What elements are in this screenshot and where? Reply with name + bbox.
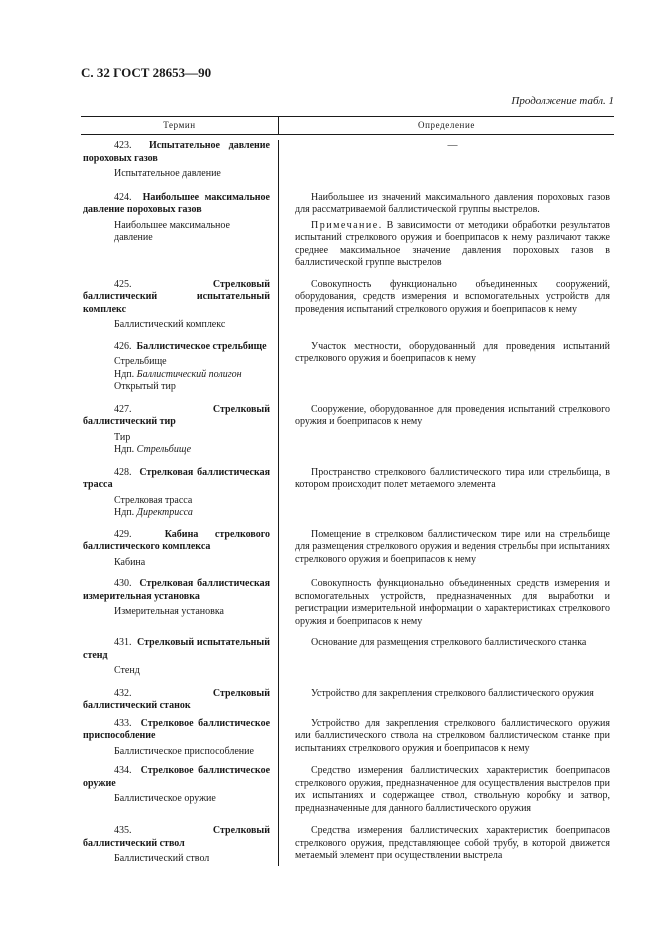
definition-text: Средства измерения баллистических характеристик боеприпасов стрелкового оружия, представляющее собой трубу, в которой движется метаемый элемент при осуществлении выстрела [295, 825, 610, 861]
term-cell [81, 279, 278, 332]
term-entry [83, 825, 270, 850]
ndp-prefix: Ндп. [114, 368, 135, 380]
definition-text: Устройство для закрепления стрелкового баллистического оружия или баллистического ствола на стрелковом баллистическом станке при испытаниях стрелкового оружия и боеприпасов к нему [295, 717, 610, 754]
definition-text: Пространство стрелкового баллистического тира или стрельбища, в котором происходит полет метаемого элемента [295, 466, 610, 490]
term-entry [83, 467, 270, 492]
term-synonym: Кабина [114, 556, 146, 568]
table-row [81, 404, 614, 457]
term-number: 426. [114, 340, 132, 352]
definition-cell [278, 688, 614, 713]
term-deprecated [83, 369, 270, 382]
term-cell [81, 467, 278, 520]
term-name: Наибольшее максимальное давление пороховых газов [83, 191, 270, 215]
definition-cell [278, 192, 614, 270]
definition-text: Совокупность функционально объединенных сооружений, оборудования, средств измерения и вспомогательных устройств для проведения испытаний стрелкового оружия и боеприпасов к нему [295, 278, 610, 315]
term-entry [83, 279, 270, 317]
term-synonym: Баллистический комплекс [114, 319, 226, 330]
term-number: 431. [114, 637, 132, 648]
term-number: 427. [114, 403, 132, 415]
term-synonym: Баллистическое оружие [114, 793, 216, 804]
term-synonym: Наибольшее максимальное давление [114, 219, 230, 243]
term-number: 428. [114, 466, 132, 478]
term-cell [81, 718, 278, 759]
term-synonym: Стенд [114, 665, 140, 676]
terms-table [81, 116, 614, 866]
term-synonym: Стрельбище [114, 356, 167, 367]
definition-text: Устройство для закрепления стрелкового баллистического оружия [311, 687, 594, 699]
term-name: Испытательное давление пороховых газов [83, 140, 270, 164]
deprecated-term: Стрельбище [136, 444, 192, 455]
table-row [81, 578, 614, 628]
table-row [81, 529, 614, 570]
table-row [81, 467, 614, 520]
term-name: Стрелковое баллистическое оружие [83, 765, 271, 789]
definition-text: Помещение в стрелковом баллистическом тире или на стрельбище для размещения стрелкового оружия и ведения стрельбы при испытаниях стрелкового оружия и боеприпасов к нему [295, 528, 610, 565]
table-continuation-label: Продолжение табл. 1 [511, 95, 614, 107]
ndp-prefix: Ндп. [114, 507, 135, 518]
deprecated-term: Баллистический полигон [136, 368, 242, 380]
definition-note [295, 220, 610, 270]
term-number: 423. [114, 140, 132, 151]
definition-text: Основание для размещения стрелкового баллистического станка [311, 637, 587, 648]
term-entry [83, 578, 270, 603]
term-cell [81, 140, 278, 181]
definition-cell [278, 578, 614, 628]
term-deprecated [83, 444, 270, 457]
definition-cell [278, 467, 614, 520]
term-deprecated [83, 507, 270, 520]
term-entry [83, 637, 270, 662]
ndp-prefix: Ндп. [114, 444, 135, 455]
table-row [81, 825, 614, 866]
term-name: Стрелковый баллистический станок [83, 687, 270, 711]
definition-cell [278, 140, 614, 181]
definition-text: Средство измерения баллистических характеристик боеприпасов стрелкового оружия, предназначенное для осуществления выстрелов при их испытаниях и содержащее ствол, ствольную коробку и затвор, предназначенные для данного баллистического оружия [295, 765, 610, 814]
term-number: 429. [114, 528, 132, 540]
term-number: 433. [114, 717, 132, 729]
term-number: 424. [114, 191, 132, 203]
term-synonym: Тир [114, 431, 131, 443]
table-header [81, 116, 614, 135]
term-entry [83, 529, 270, 554]
term-number: 435. [114, 825, 132, 836]
deprecated-term: Директрисса [136, 507, 193, 518]
term-synonym: Испытательное давление [114, 168, 221, 179]
definition-cell [278, 825, 614, 866]
table-row [81, 279, 614, 332]
term-number: 434. [114, 765, 132, 776]
definition-text: — [447, 140, 458, 151]
term-entry [83, 718, 270, 743]
term-number: 425. [114, 278, 132, 290]
table-row [81, 688, 614, 713]
term-cell [81, 529, 278, 570]
term-cell [81, 578, 278, 628]
definition-text: Совокупность функционально объединенных средств измерения и вспомогательных устройств, предназначенных для выработки и регистрации измерительной информации о характеристиках стрелкового оружия и боеприпасов к нему [295, 578, 610, 627]
term-cell [81, 341, 278, 394]
term-entry [83, 341, 270, 354]
term-entry [83, 765, 270, 790]
table-row [81, 718, 614, 759]
term-cell [81, 637, 278, 678]
table-body [81, 140, 614, 866]
term-synonym: Измерительная установка [114, 606, 224, 617]
table-row [81, 192, 614, 270]
term-name: Стрелковая баллистическая трасса [83, 466, 270, 490]
definition-cell [278, 718, 614, 759]
term-name: Стрелковая баллистическая измерительная установка [83, 578, 270, 602]
term-name: Баллистическое стрельбище [136, 340, 267, 352]
term-synonym: Стрелковая трасса [114, 494, 193, 506]
term-name: Стрелковый баллистический испытательный комплекс [83, 278, 270, 315]
table-row [81, 140, 614, 181]
term-name: Стрелковый испытательный стенд [83, 637, 271, 661]
column-header-definition: Определение [418, 120, 475, 130]
term-name: Кабина стрелкового баллистического комплекса [83, 528, 271, 552]
definition-cell [278, 529, 614, 570]
term-entry [83, 192, 270, 217]
term-number: 430. [114, 578, 132, 589]
table-row [81, 765, 614, 815]
term-synonym: Баллистическое приспособление [114, 745, 254, 757]
term-entry [83, 140, 270, 165]
term-name: Стрелковое баллистическое приспособление [83, 717, 271, 741]
term-entry [83, 404, 270, 429]
table-row [81, 637, 614, 678]
definition-cell [278, 765, 614, 815]
definition-text: Наибольшее из значений максимального давления пороховых газов для рассматриваемой баллистической группы выстрелов. [295, 191, 610, 215]
term-cell [81, 192, 278, 270]
page-title: С. 32 ГОСТ 28653—90 [81, 65, 212, 80]
definition-cell [278, 404, 614, 457]
definition-text: Участок местности, оборудованный для проведения испытаний стрелкового оружия и боеприпасов к нему [295, 340, 610, 364]
term-name: Стрелковый баллистический тир [83, 403, 270, 427]
term-cell [81, 404, 278, 457]
definition-cell [278, 279, 614, 332]
term-name: Стрелковый баллистический ствол [83, 825, 270, 849]
table-row [81, 341, 614, 394]
definition-cell [278, 341, 614, 394]
note-label: Примечание. [311, 219, 383, 231]
definition-cell [278, 637, 614, 678]
column-header-term: Термин [81, 117, 279, 134]
term-cell [81, 688, 278, 713]
term-synonym: Баллистический ствол [114, 853, 210, 864]
term-synonym: Открытый тир [114, 381, 176, 392]
definition-text: Сооружение, оборудованное для проведения испытаний стрелкового оружия и боеприпасов к нему [295, 403, 610, 427]
term-entry [83, 688, 270, 713]
term-cell [81, 765, 278, 815]
term-number: 432. [114, 687, 132, 699]
note-text: В зависимости от методики обработки результатов испытаний стрелкового оружия и боеприпасов к нему различают также среднее максимальное значение давления пороховых газов в баллистической группе выстрелов [295, 219, 610, 268]
term-cell [81, 825, 278, 866]
